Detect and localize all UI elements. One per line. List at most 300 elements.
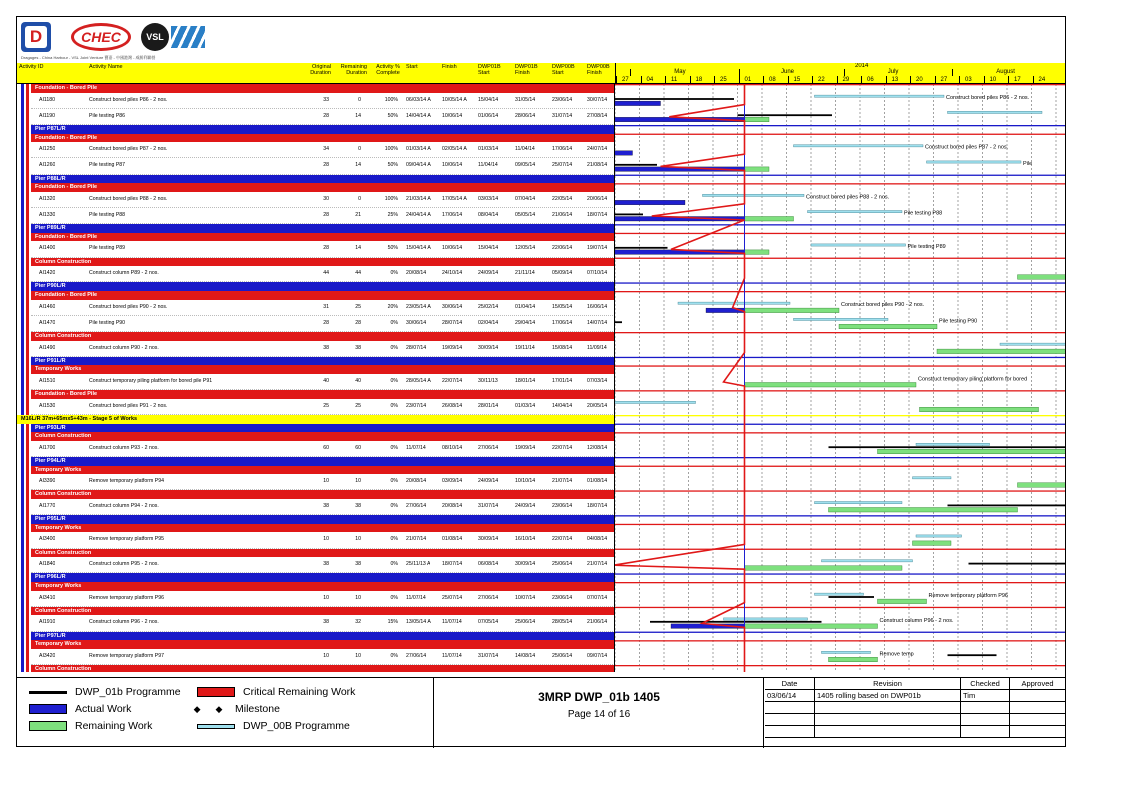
dwp00b-finish: 21/08/14	[587, 162, 608, 169]
legend-actual: Actual Work	[29, 703, 131, 715]
wbs-indent-bar	[21, 84, 24, 672]
wbs-pier-band: Pier P88L/R	[31, 175, 615, 184]
dwp01b-finish: 14/08/14	[515, 652, 536, 659]
dwp01b-finish: 12/05/14	[515, 245, 536, 252]
document-title: 3MRP DWP_01b 1405	[538, 690, 660, 704]
dwp00b-start: 25/06/14	[552, 561, 573, 568]
dwp01b-bar	[615, 321, 622, 323]
original-duration: 33	[323, 96, 329, 103]
gantt-band-line	[615, 515, 1065, 516]
timescale-week: 13	[891, 77, 899, 83]
dwp00b-bar	[822, 560, 913, 562]
gantt-activity-label: Construct bored piles P87 - 2 nos.	[925, 144, 1009, 151]
dwp01b-start: 02/04/14	[478, 319, 499, 326]
dwp01b-start: 15/04/14	[478, 96, 499, 103]
activity-id: AI1330	[39, 212, 56, 218]
dwp01b-start: 24/09/14	[478, 270, 499, 277]
dwp00b-start: 31/07/14	[552, 112, 573, 119]
pct-complete: 50%	[387, 112, 398, 119]
dwp00b-start: 23/06/14	[552, 503, 573, 509]
dwp01b-bar	[829, 596, 875, 598]
finish-date: 10/06/14	[442, 245, 463, 252]
pct-complete: 0%	[390, 503, 398, 509]
dwp01b-bar	[948, 654, 997, 656]
activity-name: Construct column P93 - 2 nos.	[89, 444, 159, 451]
rev-empty-cell	[815, 702, 961, 714]
pct-complete: 0%	[390, 402, 398, 409]
dwp01b-bar	[615, 247, 668, 249]
wbs-category-band: Foundation - Bored Pile	[31, 291, 615, 300]
timescale-week: 11	[671, 77, 678, 83]
timescale-week: 18	[695, 77, 703, 83]
activity-name: Construct column P90 - 2 nos.	[89, 344, 159, 351]
col-dwp00b-finish: DWP00B Finish	[587, 64, 610, 76]
rev-checked: Tim	[961, 690, 1010, 702]
legend-milestone: ◆ ◆ Milestone	[189, 703, 280, 715]
timescale-week-divider	[690, 76, 691, 84]
remaining-work-bar	[745, 624, 878, 629]
activity-id: AI1180	[39, 96, 56, 103]
title-block	[434, 678, 764, 748]
wbs-category-band: Foundation - Bored Pile	[31, 390, 615, 399]
activity-name: Construct bored piles P90 - 2 nos.	[89, 303, 168, 310]
finish-date: 30/06/14	[442, 303, 463, 310]
gantt-band-line	[615, 282, 1065, 283]
activity-name: Construct column P95 - 2 nos.	[89, 561, 159, 568]
legend-critical: Critical Remaining Work	[197, 686, 355, 698]
dwp00b-bar	[794, 145, 924, 147]
activity-name: Construct column P94 - 2 nos.	[89, 503, 159, 509]
gantt-band-line	[615, 582, 1065, 583]
activity-id: AI1400	[39, 245, 56, 252]
col-original-duration: Original Duration	[310, 64, 331, 76]
timescale-week: 03	[965, 77, 972, 83]
gantt-band-line	[615, 332, 1065, 333]
dwp00b-start: 15/05/14	[552, 303, 573, 310]
timescale-month: June	[781, 69, 795, 75]
remaining-duration: 28	[355, 319, 361, 326]
timescale-month: May	[674, 69, 686, 75]
timescale-week: 29	[842, 77, 850, 83]
dwp01b-finish: 07/04/14	[515, 195, 536, 202]
original-duration: 38	[323, 561, 329, 568]
original-duration: 25	[323, 402, 329, 409]
timescale-month-divider	[739, 69, 740, 76]
finish-date: 19/09/14	[442, 344, 463, 351]
pct-complete: 0%	[390, 270, 398, 277]
dwp00b-bar	[703, 194, 805, 196]
gantt-band-line	[615, 84, 1065, 85]
timescale-month: July	[887, 69, 899, 75]
remaining-work-bar	[745, 167, 770, 172]
finish-date: 17/05/14 A	[442, 195, 467, 202]
finish-date: 11/07/14	[442, 652, 462, 659]
dwp01b-finish: 28/06/14	[515, 112, 536, 119]
gantt-svg	[615, 84, 1065, 672]
activity-name: Remove temporary platform P96	[89, 594, 164, 601]
activity-name: Construct bored piles P88 - 2 nos.	[89, 195, 168, 202]
dwp01b-finish: 30/09/14	[515, 561, 536, 568]
timescale-week: 01	[744, 77, 752, 83]
gantt-activity-label: Construct temporary piling platform for bored	[918, 376, 1028, 383]
pct-complete: 0%	[390, 378, 398, 384]
dwp00b-bar	[916, 443, 990, 445]
activity-id: AI3390	[39, 478, 56, 485]
legend-dwp01b: DWP_01b Programme	[29, 686, 181, 698]
timescale-week: 17	[1014, 77, 1021, 83]
pct-complete: 100%	[384, 195, 398, 202]
dwp00b-start: 05/09/14	[552, 270, 573, 277]
dwp00b-finish: 07/03/14	[587, 378, 608, 384]
dwp01b-start: 11/04/14	[478, 162, 498, 169]
activity-id: AI1700	[39, 444, 56, 451]
activity-id: AI1460	[39, 303, 56, 310]
activity-table	[17, 84, 615, 672]
activity-name: Pile testing P86	[89, 112, 126, 119]
pct-complete: 100%	[384, 146, 398, 153]
wbs-pier-band: Pier P94L/R	[31, 457, 615, 466]
wbs-pier-band: Pier P91L/R	[31, 357, 615, 366]
pct-complete: 50%	[387, 162, 398, 169]
dwp00b-start: 17/01/14	[552, 378, 573, 384]
dwp00b-bar	[815, 593, 864, 595]
dwp01b-bar	[948, 505, 1066, 507]
vsl-logo: VSL	[141, 23, 205, 51]
remaining-work-bar	[839, 324, 937, 329]
activity-name: Construct column P96 - 2 nos.	[89, 619, 159, 626]
dwp01b-start: 31/07/14	[478, 652, 499, 659]
original-duration: 40	[323, 378, 329, 384]
pct-complete: 0%	[390, 319, 398, 326]
timescale-week: 04	[646, 77, 654, 83]
dwp00b-finish: 16/06/14	[587, 303, 608, 310]
dwp01b-finish: 05/05/14	[515, 212, 536, 218]
wbs-stage-band: M16L/R 37m+65mx5+43m - Stage 5 of Works	[17, 415, 615, 424]
original-duration: 10	[323, 478, 329, 485]
dwp00b-finish: 07/10/14	[587, 270, 608, 277]
start-date: 09/04/14 A	[406, 162, 431, 169]
dwp01b-start: 01/06/14	[478, 112, 499, 119]
dwp00b-finish: 09/07/14	[587, 652, 608, 659]
dwp00b-finish: 21/06/14	[587, 619, 608, 626]
dragages-logo: D	[21, 22, 51, 52]
pct-complete: 0%	[390, 344, 398, 351]
rev-header-date: Date	[765, 678, 815, 690]
gantt-band-line	[615, 183, 1065, 184]
finish-date: 17/06/14	[442, 212, 463, 218]
gantt-activity-label: Pile	[1023, 160, 1033, 167]
timescale-month-divider	[844, 69, 845, 76]
dwp00b-finish: 11/09/14	[587, 344, 607, 351]
activity-name: Pile testing P88	[89, 212, 126, 218]
remaining-work-bar	[829, 508, 1018, 513]
start-date: 23/07/14	[406, 402, 427, 409]
dwp01b-start: 01/03/14	[478, 146, 499, 153]
timescale-week: 20	[916, 77, 923, 83]
dwp00b-bar	[808, 211, 903, 213]
remaining-duration: 0	[358, 146, 361, 153]
timescale-week-divider	[763, 76, 764, 84]
finish-date: 11/07/14	[442, 619, 462, 626]
col-activity-id: Activity ID	[19, 64, 44, 70]
timescale-week: 22	[818, 77, 825, 83]
gantt-band-line	[615, 432, 1065, 433]
dwp01b-bar	[829, 446, 1066, 448]
rev-empty-cell	[961, 714, 1010, 726]
dwp01b-start: 24/09/14	[478, 478, 499, 485]
gantt-band-line	[615, 524, 1065, 525]
finish-date: 20/08/14	[442, 503, 463, 509]
milestone-diamond-icon: ◆ ◆	[193, 704, 223, 715]
dwp01b-finish: 29/04/14	[515, 319, 536, 326]
rev-empty-cell	[961, 726, 1010, 738]
dwp01b-finish: 19/11/14	[515, 344, 535, 351]
dwp01b-start: 30/11/13	[478, 378, 498, 384]
remaining-work-bar	[745, 566, 903, 571]
table-column-header	[17, 63, 615, 84]
wbs-category-band: Foundation - Bored Pile	[31, 84, 615, 93]
remaining-duration: 32	[355, 619, 361, 626]
remaining-duration: 0	[358, 195, 361, 202]
dwp00b-finish: 20/05/14	[587, 402, 608, 409]
finish-date: 01/08/14	[442, 536, 463, 543]
timescale-week-divider	[788, 76, 789, 84]
page-frame	[16, 16, 1066, 747]
start-date: 28/05/14 A	[406, 378, 431, 384]
finish-date: 03/09/14	[442, 478, 463, 485]
remaining-work-bar	[745, 217, 794, 222]
remaining-duration: 38	[355, 503, 361, 509]
rev-header-checked: Checked	[961, 678, 1010, 690]
remaining-duration: 10	[355, 652, 361, 659]
gantt-band-line	[615, 424, 1065, 425]
col-dwp00b-start: DWP00B Start	[552, 64, 575, 76]
remaining-duration: 10	[355, 478, 361, 485]
original-duration: 10	[323, 652, 329, 659]
gantt-band-line	[615, 175, 1065, 176]
dwp00b-start: 22/07/14	[552, 444, 573, 451]
timescale-week-divider	[739, 76, 740, 84]
dwp00b-finish: 14/07/14	[587, 319, 608, 326]
remaining-work-bar	[1018, 483, 1066, 488]
pct-complete: 0%	[390, 444, 398, 451]
activity-id: AI1320	[39, 195, 56, 202]
dwp00b-start: 28/05/14	[552, 619, 573, 626]
wbs-pier-band: Pier P89L/R	[31, 224, 615, 233]
dwp00b-start: 23/06/14	[552, 96, 573, 103]
dwp01b-finish: 19/09/14	[515, 444, 536, 451]
activity-id: AI1490	[39, 344, 56, 351]
finish-date: 25/07/14	[442, 594, 463, 601]
finish-date: 22/07/14	[442, 378, 463, 384]
gantt-band-line	[615, 632, 1065, 633]
wbs-category-band: Column Construction	[31, 332, 615, 341]
gantt-timescale	[615, 63, 1065, 84]
remaining-duration: 38	[355, 344, 361, 351]
dwp01b-start: 30/09/14	[478, 536, 499, 543]
start-date: 23/05/14 A	[406, 303, 431, 310]
revision-table	[765, 678, 1065, 748]
timescale-week-divider	[935, 76, 936, 84]
wbs-category-band: Column Construction	[31, 665, 615, 672]
dwp01b-finish: 16/10/14	[515, 536, 536, 543]
finish-date: 18/07/14	[442, 561, 463, 568]
timescale-week-divider	[886, 76, 887, 84]
dwp00b-finish: 07/07/14	[587, 594, 608, 601]
gantt-band-line	[615, 490, 1065, 491]
dwp00b-bar	[916, 535, 962, 537]
joint-venture-caption: Dragages - China Harbour - VSL Joint Venture 寶嘉 - 中國港灣 - 威勝利聯營	[21, 55, 156, 60]
timescale-week: 27	[622, 77, 629, 83]
rev-empty-cell	[1010, 702, 1065, 714]
dwp01b-start: 03/03/14	[478, 195, 499, 202]
dwp00b-start: 25/07/14	[552, 162, 573, 169]
rev-empty-cell	[815, 714, 961, 726]
gantt-band-line	[615, 134, 1065, 135]
remaining-duration: 60	[355, 444, 361, 451]
gantt-activity-label: Pile testing P88	[904, 210, 943, 217]
dwp01b-bar	[738, 114, 833, 116]
original-duration: 44	[323, 270, 329, 277]
pct-complete: 100%	[384, 96, 398, 103]
remaining-work-bar	[745, 117, 770, 122]
gantt-band-line	[615, 607, 1065, 608]
activity-name: Construct bored piles P87 - 2 nos.	[89, 146, 168, 153]
col-start: Start	[406, 64, 418, 70]
dwp00b-finish: 12/08/14	[587, 444, 608, 451]
timescale-month-divider	[630, 69, 631, 76]
start-date: 11/07/14	[406, 444, 426, 451]
finish-date: 10/06/14	[442, 162, 463, 169]
dwp00b-finish: 24/07/14	[587, 146, 608, 153]
start-date: 30/06/14	[406, 319, 427, 326]
rev-revision: 1405 rolling based on DWP01b	[815, 690, 961, 702]
dwp01b-finish: 18/01/14	[515, 378, 536, 384]
rev-empty-cell	[815, 726, 961, 738]
start-date: 01/03/14 A	[406, 146, 431, 153]
dwp01b-finish: 11/04/14	[515, 146, 535, 153]
wbs-pier-band: Pier P87L/R	[31, 125, 615, 134]
timescale-week: 15	[793, 77, 801, 83]
dwp01b-bar	[615, 214, 643, 216]
gantt-activity-label: Construct bored piles P86 - 2 nos.	[946, 95, 1030, 102]
gantt-activity-label: Remove temp	[879, 651, 914, 658]
activity-name: Construct bored piles P86 - 2 nos.	[89, 96, 168, 103]
finish-date: 24/10/14	[442, 270, 463, 277]
activity-id: AI1840	[39, 561, 56, 568]
activity-id: AI1470	[39, 319, 56, 326]
original-duration: 31	[323, 303, 329, 310]
pct-complete: 0%	[390, 561, 398, 568]
start-date: 25/11/13 A	[406, 561, 431, 568]
timescale-week: 06	[867, 77, 874, 83]
actual-work-bar	[615, 101, 661, 106]
dwp00b-bar	[913, 477, 952, 479]
gantt-activity-label: Construct bored piles P90 - 2 nos.	[841, 302, 925, 309]
wbs-category-band: Foundation - Bored Pile	[31, 183, 615, 192]
activity-name: Construct column P89 - 2 nos.	[89, 270, 159, 277]
dwp00b-start: 22/06/14	[552, 245, 573, 252]
dwp00b-start: 15/08/14	[552, 344, 573, 351]
legend	[17, 678, 434, 748]
original-duration: 38	[323, 619, 329, 626]
dwp01b-finish: 10/10/14	[515, 478, 536, 485]
original-duration: 30	[323, 195, 329, 202]
dwp00b-bar	[815, 95, 945, 97]
timescale-year: 2014	[855, 63, 869, 69]
original-duration: 38	[323, 503, 329, 509]
dwp00b-finish: 20/06/14	[587, 195, 608, 202]
gantt-band-line	[615, 224, 1065, 225]
dwp01b-start: 15/04/14	[478, 245, 499, 252]
timescale-week-divider	[665, 76, 666, 84]
dwp00b-bar	[822, 651, 871, 653]
rev-empty-cell	[765, 726, 815, 738]
dwp00b-start: 23/06/14	[552, 594, 573, 601]
rev-empty-cell	[1010, 714, 1065, 726]
wbs-category-band: Temporary Works	[31, 365, 615, 374]
dwp00b-finish: 04/08/14	[587, 536, 608, 543]
gantt-band-line	[615, 365, 1065, 366]
pct-complete: 0%	[390, 594, 398, 601]
activity-name: Remove temporary platform P95	[89, 536, 164, 543]
timescale-week-divider	[1008, 76, 1009, 84]
col-remaining-duration: Remaining Duration	[340, 64, 367, 76]
start-date: 15/04/14 A	[406, 245, 431, 252]
gantt-activity-label: Pile testing P89	[907, 243, 946, 250]
remaining-work-bar	[745, 383, 917, 388]
rev-header-revision: Revision	[815, 678, 961, 690]
gantt-band-line	[615, 457, 1065, 458]
timescale-week: 10	[989, 77, 997, 83]
rev-header-approved: Approved	[1010, 678, 1065, 690]
timescale-week-divider	[959, 76, 960, 84]
gantt-band-line	[615, 125, 1065, 126]
timescale-week-divider	[861, 76, 862, 84]
remaining-work-bar	[829, 657, 878, 662]
wbs-indent-bar	[26, 84, 29, 672]
start-date: 20/08/14	[406, 270, 427, 277]
remaining-work-bar	[878, 599, 927, 604]
finish-date: 28/07/14	[442, 319, 463, 326]
gantt-activity-label: Construct column P96 - 2 nos.	[879, 617, 954, 624]
start-date: 24/04/14 A	[406, 212, 431, 218]
actual-work-bar	[615, 200, 685, 205]
dwp01b-start: 06/08/14	[478, 561, 499, 568]
original-duration: 28	[323, 162, 329, 169]
dwp01b-finish: 10/07/14	[515, 594, 536, 601]
dwp00b-bar	[724, 618, 808, 620]
start-date: 11/07/14	[406, 594, 426, 601]
timescale-week: 24	[1038, 77, 1046, 83]
remaining-duration: 10	[355, 536, 361, 543]
timescale-week-divider	[616, 76, 617, 84]
dwp00b-finish: 19/07/14	[587, 245, 608, 252]
remaining-work-bar	[913, 541, 952, 546]
actual-work-bar	[615, 151, 633, 156]
activity-id: AI3410	[39, 594, 56, 601]
timescale-week-divider	[812, 76, 813, 84]
dwp00b-bar	[815, 502, 903, 504]
original-duration: 34	[323, 146, 329, 153]
rev-empty-cell	[961, 702, 1010, 714]
dwp00b-bar	[927, 161, 1022, 163]
wbs-pier-band: Pier P93L/R	[31, 424, 615, 433]
pct-complete: 20%	[387, 303, 398, 310]
remaining-duration: 40	[355, 378, 361, 384]
activity-id: AI1910	[39, 619, 56, 626]
activity-id: AI1530	[39, 402, 56, 409]
